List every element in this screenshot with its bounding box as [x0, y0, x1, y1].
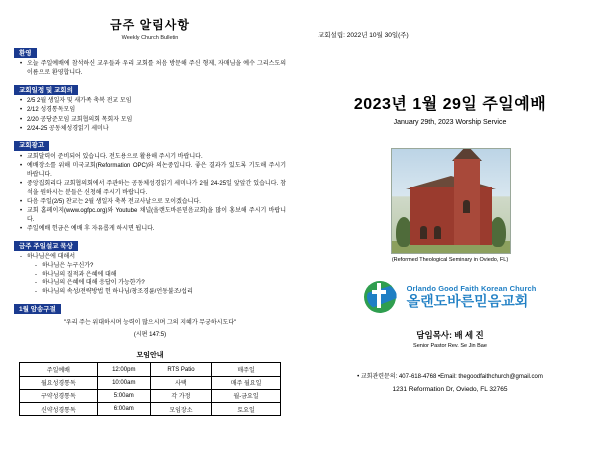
table-cell: 각 가정 — [150, 389, 211, 402]
list-item: • 주일예배 헌금은 예배 후 자유롭게 하시면 됩니다. — [20, 225, 286, 234]
bulletin-title: 금주 알림사항 — [110, 18, 190, 32]
table-cell: 토요일 — [212, 403, 281, 416]
table-cell: 월-금요일 — [212, 389, 281, 402]
list-item: • 다음 주일(2/5) 찬교는 2월 생일자 축복 전교사날으로 모이겠습니다. — [20, 198, 286, 207]
section-announcements-list — [14, 153, 286, 234]
table-cell: 구약성경통독 — [20, 389, 98, 402]
pastor-title-english: Senior Pastor Rev. Se Jin Bae — [413, 343, 487, 349]
list-item: • 2/24-25 공동체성경읽기 세미나 — [20, 125, 286, 134]
section-welcome — [14, 41, 286, 78]
table-cell: 매주일 — [212, 363, 281, 376]
memory-verse-reference: (시편 147:5) — [133, 332, 167, 339]
tree-icon — [490, 217, 506, 247]
table-cell: 주일예배 — [20, 363, 98, 376]
list-item: • 오늘 주일예배에 참석하신 교우들과 우리 교회를 처음 방문해 주신 형제, 자매님을 예수 그리스도의 이름으로 환영합니다. — [20, 60, 286, 77]
section-memory-verse — [14, 297, 286, 338]
table-cell: 6:00am — [97, 403, 150, 416]
meeting-table — [19, 362, 281, 416]
list-item: • 중앙집회리다 교회협의회에서 주관하는 공동체성경읽기 세미나가 2월 24-25일 앞앞간 있습니다. 참석을 원하시는 분들은 신청해 주시기 바랍니다. — [20, 180, 286, 197]
table-row — [20, 389, 281, 402]
pastor-name: 담임목사: 배 세 진 — [416, 330, 484, 340]
meditation-topic: 하나님은에 대해서 — [27, 254, 76, 261]
section-welcome-list — [14, 60, 286, 77]
list-item: • 예배장소를 위해 미국교회(Reformation OPC)와 의논중입니다. 좋은 결과가 있도록 기도해 주시기 바랍니다. — [20, 162, 286, 179]
window-icon — [434, 226, 441, 239]
list-item: - 하나님의 은혜에 대해 응답이 가능한가? — [35, 279, 286, 288]
section-meditation-list — [14, 253, 286, 296]
list-item: • 2/12 성경통독모임 — [20, 106, 286, 115]
section-schedule-list — [14, 97, 286, 133]
list-item: • 2/20 공당준모임 교회협의회 목회자 모임 — [20, 116, 286, 125]
church-name-english: Orlando Good Faith Korean Church — [406, 284, 537, 294]
table-cell: 5:00am — [97, 389, 150, 402]
list-item: - 하나님은 누구신가? — [35, 262, 286, 271]
list-item: - 하나님의 속성/전략방법 헌 하나님/창조경륜/언동불조/섭리 — [35, 288, 286, 297]
church-name-korean: 올랜도바른믿음교회 — [406, 293, 529, 310]
table-cell: 사택 — [150, 376, 211, 389]
service-title-english: January 29th, 2023 Worship Service — [393, 119, 507, 126]
photo-caption: (Reformed Theological Seminary in Oviedo, FL) — [391, 257, 509, 263]
church-founded-date: 교회설립: 2022년 10월 30일(주) — [318, 32, 409, 39]
list-item: • 교회달력이 준비되어 있습니다. 전도용으로 활용해 주시기 바랍니다. — [20, 153, 286, 162]
section-announcements-heading: 교회광고 — [14, 141, 49, 151]
window-icon — [420, 226, 427, 239]
seminary-photo — [391, 148, 511, 254]
table-row — [20, 363, 281, 376]
table-cell: 12:00pm — [97, 363, 150, 376]
table-row — [20, 376, 281, 389]
section-welcome-heading: 환영 — [14, 48, 37, 58]
table-cell: 매주 월요일 — [212, 376, 281, 389]
church-address: 1231 Reformation Dr, Oviedo, FL 32765 — [392, 386, 508, 393]
right-panel — [300, 0, 600, 465]
seminary-photo-wrapper — [391, 148, 509, 263]
list-item: • 2/5 2월 생일자 및 새가족 축복 전교 모임 — [20, 97, 286, 106]
section-meditation — [14, 234, 286, 297]
bulletin-subtitle: Weekly Church Bulletin — [121, 35, 179, 41]
table-cell: 월요성경통독 — [20, 376, 98, 389]
meeting-table-title: 모임안내 — [136, 352, 164, 360]
table-row — [20, 403, 281, 416]
window-icon — [463, 200, 470, 213]
cross-icon — [377, 283, 381, 308]
section-meditation-heading: 금주 주일설교 묵상 — [14, 241, 78, 251]
church-logo-text — [407, 284, 537, 309]
section-memory-verse-heading: 1월 암송구절 — [14, 304, 61, 314]
table-cell: 10:00am — [97, 376, 150, 389]
table-cell: 신약성경통독 — [20, 403, 98, 416]
church-logo-icon — [364, 279, 400, 315]
list-item: - 하나님의 질적과 은혜에 대해 — [35, 271, 286, 280]
church-contact: • 교회관련문의: 407-618-4768 •Email: thegoodfaithchurch@gmail.com — [357, 374, 543, 380]
table-cell: RTS Patio — [150, 363, 211, 376]
section-schedule-heading: 교회일정 및 교회의 — [14, 85, 78, 95]
section-announcements — [14, 134, 286, 234]
table-cell: 모임장소 — [150, 403, 211, 416]
church-logo — [300, 279, 600, 315]
service-title: 2023년 1월 29일 주일예배 — [353, 96, 547, 113]
list-item: • 교회 홈페이지(www.ogfpc.org)와 Youtube 채널(올랜도바른믿음교회)을 많이 홍보해 주시기 바랍니다. — [20, 207, 286, 224]
list-item — [20, 253, 286, 296]
meditation-sublist — [27, 262, 286, 297]
memory-verse-text: "우리 주는 위대하시며 능력이 많으시며 그의 지혜가 무궁하시도다" — [63, 320, 237, 327]
section-schedule — [14, 78, 286, 133]
